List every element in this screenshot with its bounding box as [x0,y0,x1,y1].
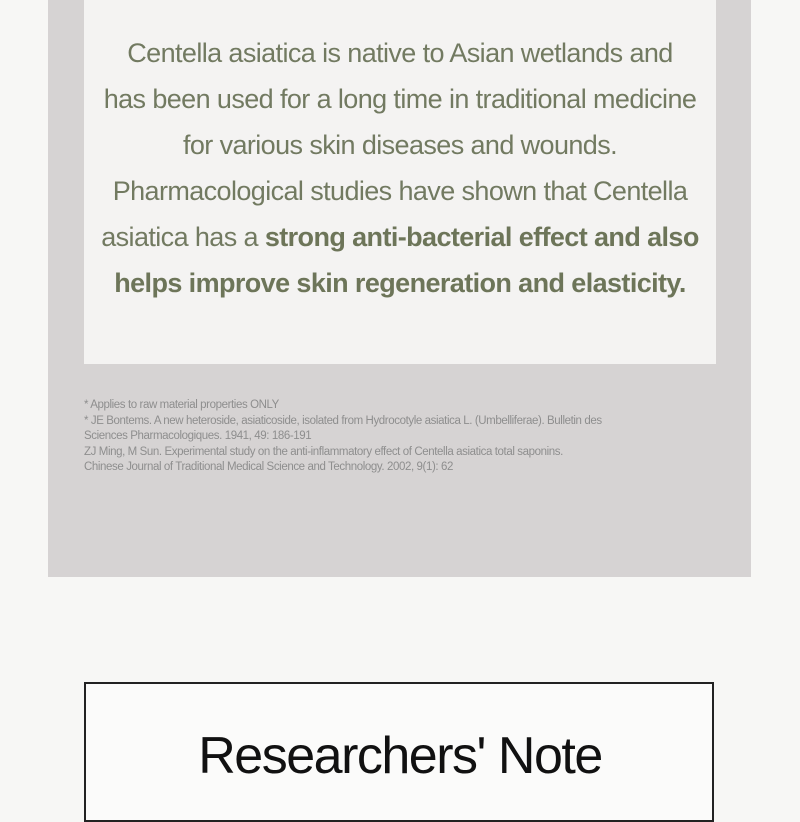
description-line-5-plain: asiatica has a [101,222,265,252]
description-line-6-bold: helps improve skin regeneration and elasticity. [114,268,686,298]
footnote-reference-1: * JE Bontems. A new heteroside, asiaticoside, isolated from Hydrocotyle asiatica L. (Umbelliferae). Bulletin des [84,414,602,427]
description-line-4: Pharmacological studies have shown that Centella [112,176,688,206]
description-line-2: has been used for a long time in traditional medicine [103,84,697,114]
footnote-reference-1-cont: Sciences Pharmacologiques. 1941, 49: 186-191 [84,430,312,442]
footnote-reference-2: ZJ Ming, M Sun. Experimental study on the anti-inflammatory effect of Centella asiatica total saponins. [84,445,563,458]
description-line-3: for various skin diseases and wounds. [182,130,618,160]
description-line-6 [84,260,716,306]
centella-description [84,30,716,306]
footnote-raw-material: * Applies to raw material properties ONLY [84,399,279,411]
footnotes [84,398,704,476]
description-line-1: Centella asiatica is native to Asian wetlands and [127,38,673,68]
footnote-reference-2-cont: Chinese Journal of Traditional Medical Science and Technology. 2002, 9(1): 62 [84,461,453,473]
researchers-note-title: Researchers' Note [198,727,602,785]
description-line-5-bold: strong anti-bacterial effect and also [264,222,699,252]
description-line-5 [84,214,716,260]
